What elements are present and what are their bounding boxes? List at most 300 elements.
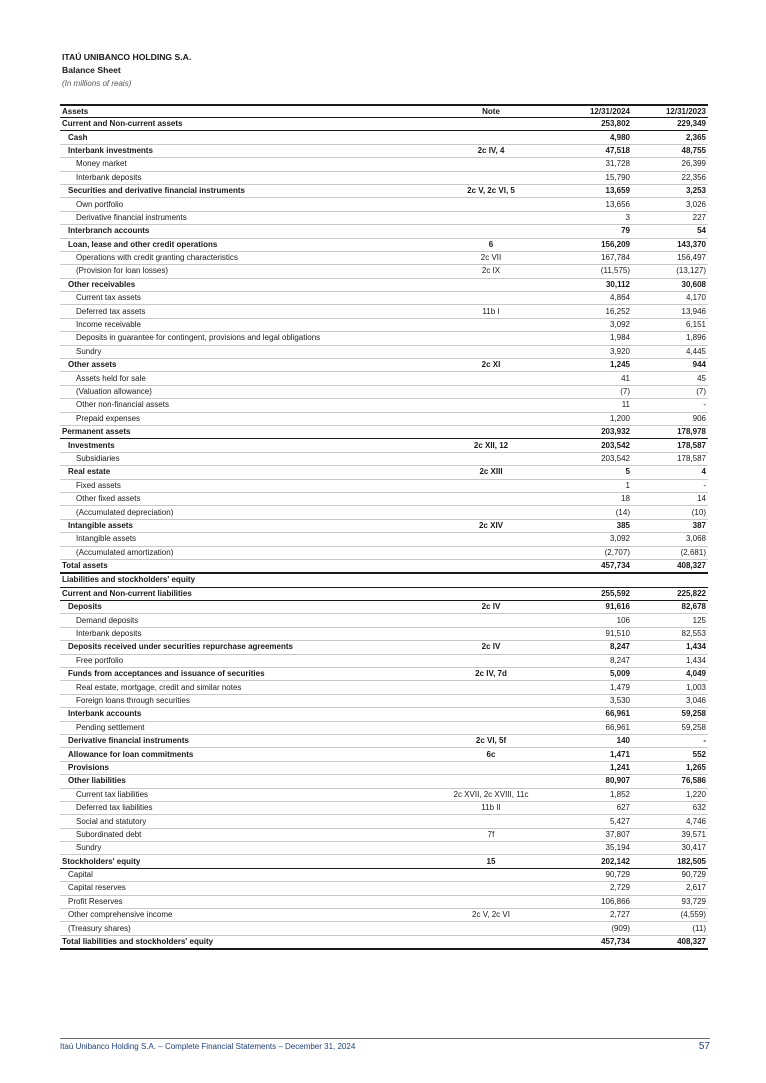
row-value-2024: 167,784 bbox=[550, 251, 632, 264]
table-row bbox=[60, 801, 708, 814]
row-note bbox=[432, 412, 550, 425]
row-value-2023: (2,681) bbox=[632, 546, 708, 559]
row-value-2023: 4,170 bbox=[632, 292, 708, 305]
table-row bbox=[60, 641, 708, 654]
row-label: Total assets bbox=[60, 559, 432, 573]
row-note bbox=[432, 654, 550, 667]
row-value-2024: 457,734 bbox=[550, 935, 632, 949]
row-label: Real estate, mortgage, credit and similar notes bbox=[60, 681, 432, 694]
row-value-2024: 106 bbox=[550, 614, 632, 627]
row-note bbox=[432, 815, 550, 828]
row-note bbox=[432, 546, 550, 559]
row-value-2023: 552 bbox=[632, 748, 708, 761]
row-value-2023: 4 bbox=[632, 466, 708, 479]
row-note bbox=[432, 492, 550, 505]
row-label: Intangible assets bbox=[60, 533, 432, 546]
table-row bbox=[60, 694, 708, 707]
row-note bbox=[432, 452, 550, 465]
footer-text: Itaú Unibanco Holding S.A. – Complete Financial Statements – December 31, 2024 bbox=[60, 1042, 356, 1051]
row-label: Intangible assets bbox=[60, 519, 432, 532]
row-label: Current tax assets bbox=[60, 292, 432, 305]
table-row bbox=[60, 775, 708, 788]
table-row bbox=[60, 614, 708, 627]
row-value-2024: 2,729 bbox=[550, 882, 632, 895]
table-row bbox=[60, 681, 708, 694]
row-note bbox=[432, 627, 550, 640]
table-row bbox=[60, 721, 708, 734]
table-row bbox=[60, 533, 708, 546]
row-value-2024: 8,247 bbox=[550, 641, 632, 654]
row-value-2024: 253,802 bbox=[550, 118, 632, 131]
row-label: Funds from acceptances and issuance of securities bbox=[60, 668, 432, 681]
row-value-2024: 1 bbox=[550, 479, 632, 492]
table-row bbox=[60, 211, 708, 224]
company-name: ITAÚ UNIBANCO HOLDING S.A. bbox=[62, 52, 192, 62]
row-note bbox=[432, 587, 550, 600]
table-row bbox=[60, 506, 708, 519]
row-label: Derivative financial instruments bbox=[60, 211, 432, 224]
row-note bbox=[432, 131, 550, 144]
row-label: Interbank investments bbox=[60, 144, 432, 157]
row-label: Investments bbox=[60, 439, 432, 452]
row-value-2024: 457,734 bbox=[550, 559, 632, 573]
row-value-2023: 156,497 bbox=[632, 251, 708, 264]
row-value-2023: 3,253 bbox=[632, 184, 708, 197]
row-label: Derivative financial instruments bbox=[60, 734, 432, 747]
row-note: 2c XIII bbox=[432, 466, 550, 479]
row-label: Sundry bbox=[60, 842, 432, 855]
row-label: Capital reserves bbox=[60, 882, 432, 895]
row-value-2023: - bbox=[632, 479, 708, 492]
row-value-2023: 76,586 bbox=[632, 775, 708, 788]
row-value-2024: 4,864 bbox=[550, 292, 632, 305]
row-note bbox=[432, 681, 550, 694]
row-value-2023: 90,729 bbox=[632, 868, 708, 881]
row-note bbox=[432, 385, 550, 398]
row-note bbox=[432, 345, 550, 358]
row-value-2023: - bbox=[632, 399, 708, 412]
table-row bbox=[60, 399, 708, 412]
row-value-2024: 91,616 bbox=[550, 601, 632, 614]
row-value-2023: 3,068 bbox=[632, 533, 708, 546]
table-row bbox=[60, 868, 708, 881]
row-value-2023: (11) bbox=[632, 922, 708, 935]
row-value-2023: 178,587 bbox=[632, 452, 708, 465]
row-label: Stockholders' equity bbox=[60, 855, 432, 868]
table-row bbox=[60, 452, 708, 465]
row-label: Current and Non-current assets bbox=[60, 118, 432, 131]
page-number: 57 bbox=[698, 1041, 710, 1052]
row-note bbox=[432, 842, 550, 855]
row-label: Prepaid expenses bbox=[60, 412, 432, 425]
table-body bbox=[60, 118, 708, 950]
row-value-2024: 80,907 bbox=[550, 775, 632, 788]
row-label: Provisions bbox=[60, 761, 432, 774]
row-label: Interbank deposits bbox=[60, 627, 432, 640]
row-value-2024: 3,092 bbox=[550, 533, 632, 546]
row-label: Deposits bbox=[60, 601, 432, 614]
row-note: 2c V, 2c VI bbox=[432, 909, 550, 922]
row-label: (Valuation allowance) bbox=[60, 385, 432, 398]
row-value-2023: 59,258 bbox=[632, 708, 708, 721]
row-note bbox=[432, 708, 550, 721]
row-value-2024: (11,575) bbox=[550, 265, 632, 278]
row-note bbox=[432, 479, 550, 492]
row-value-2023: 178,587 bbox=[632, 439, 708, 452]
row-label: Interbank accounts bbox=[60, 708, 432, 721]
row-note bbox=[432, 721, 550, 734]
row-value-2024: (14) bbox=[550, 506, 632, 519]
row-value-2023: 182,505 bbox=[632, 855, 708, 868]
row-value-2023: 1,434 bbox=[632, 654, 708, 667]
table-row bbox=[60, 144, 708, 157]
row-value-2024: 203,542 bbox=[550, 439, 632, 452]
row-label: Capital bbox=[60, 868, 432, 881]
row-value-2023 bbox=[632, 573, 708, 587]
row-value-2023: 3,026 bbox=[632, 198, 708, 211]
row-value-2024: 4,980 bbox=[550, 131, 632, 144]
row-label: Interbank deposits bbox=[60, 171, 432, 184]
row-note bbox=[432, 614, 550, 627]
row-value-2024: 202,142 bbox=[550, 855, 632, 868]
table-row bbox=[60, 466, 708, 479]
row-value-2023: (10) bbox=[632, 506, 708, 519]
row-note bbox=[432, 573, 550, 587]
row-label: Permanent assets bbox=[60, 425, 432, 438]
row-value-2024: 16,252 bbox=[550, 305, 632, 318]
footer-divider bbox=[60, 1038, 710, 1039]
column-header-label: Assets bbox=[60, 105, 432, 118]
row-value-2024: 627 bbox=[550, 801, 632, 814]
table-row bbox=[60, 131, 708, 144]
row-label: Profit Reserves bbox=[60, 895, 432, 908]
row-note bbox=[432, 868, 550, 881]
row-value-2023: 48,755 bbox=[632, 144, 708, 157]
row-note bbox=[432, 318, 550, 331]
row-value-2023: 1,896 bbox=[632, 332, 708, 345]
table-row bbox=[60, 882, 708, 895]
table-row bbox=[60, 265, 708, 278]
row-label: Current tax liabilities bbox=[60, 788, 432, 801]
row-value-2024: 5,427 bbox=[550, 815, 632, 828]
row-value-2024: 31,728 bbox=[550, 158, 632, 171]
row-value-2024: 1,479 bbox=[550, 681, 632, 694]
table-row bbox=[60, 479, 708, 492]
row-note bbox=[432, 278, 550, 291]
row-value-2024: 91,510 bbox=[550, 627, 632, 640]
row-value-2024: 37,807 bbox=[550, 828, 632, 841]
row-note bbox=[432, 694, 550, 707]
row-value-2023: 59,258 bbox=[632, 721, 708, 734]
row-note: 2c V, 2c VI, 5 bbox=[432, 184, 550, 197]
row-note: 2c XI bbox=[432, 359, 550, 372]
row-note: 11b I bbox=[432, 305, 550, 318]
row-note bbox=[432, 559, 550, 573]
row-value-2024: 1,852 bbox=[550, 788, 632, 801]
table-row bbox=[60, 278, 708, 291]
row-value-2023: 125 bbox=[632, 614, 708, 627]
row-value-2023: 14 bbox=[632, 492, 708, 505]
row-label: Money market bbox=[60, 158, 432, 171]
row-value-2023: 13,946 bbox=[632, 305, 708, 318]
row-label: Deferred tax assets bbox=[60, 305, 432, 318]
row-label: Assets held for sale bbox=[60, 372, 432, 385]
row-value-2023: 4,445 bbox=[632, 345, 708, 358]
table-row bbox=[60, 855, 708, 868]
row-value-2024: 203,542 bbox=[550, 452, 632, 465]
row-value-2024: 385 bbox=[550, 519, 632, 532]
row-label: Total liabilities and stockholders' equity bbox=[60, 935, 432, 949]
row-value-2023: 39,571 bbox=[632, 828, 708, 841]
row-label: Free portfolio bbox=[60, 654, 432, 667]
row-label: Social and statutory bbox=[60, 815, 432, 828]
row-note: 11b II bbox=[432, 801, 550, 814]
table-row bbox=[60, 439, 708, 452]
row-note bbox=[432, 171, 550, 184]
row-label: Other non-financial assets bbox=[60, 399, 432, 412]
row-value-2024 bbox=[550, 573, 632, 587]
table-row bbox=[60, 519, 708, 532]
row-note bbox=[432, 399, 550, 412]
table-row bbox=[60, 385, 708, 398]
row-value-2024: 203,932 bbox=[550, 425, 632, 438]
table-row bbox=[60, 198, 708, 211]
table-row bbox=[60, 601, 708, 614]
row-value-2023: 26,399 bbox=[632, 158, 708, 171]
row-note bbox=[432, 761, 550, 774]
row-value-2023: 82,553 bbox=[632, 627, 708, 640]
row-value-2024: 11 bbox=[550, 399, 632, 412]
row-label: Deposits received under securities repurchase agreements bbox=[60, 641, 432, 654]
row-note bbox=[432, 425, 550, 438]
table-row bbox=[60, 761, 708, 774]
row-note: 2c XVII, 2c XVIII, 11c bbox=[432, 788, 550, 801]
row-note bbox=[432, 292, 550, 305]
row-value-2024: 30,112 bbox=[550, 278, 632, 291]
row-value-2023: 54 bbox=[632, 225, 708, 238]
row-value-2023: 30,417 bbox=[632, 842, 708, 855]
row-value-2024: 18 bbox=[550, 492, 632, 505]
row-label: (Accumulated depreciation) bbox=[60, 506, 432, 519]
document-header bbox=[62, 50, 191, 90]
row-value-2024: 13,659 bbox=[550, 184, 632, 197]
row-value-2023: 387 bbox=[632, 519, 708, 532]
row-note: 2c IV, 4 bbox=[432, 144, 550, 157]
row-value-2023: 93,729 bbox=[632, 895, 708, 908]
row-value-2023: 227 bbox=[632, 211, 708, 224]
column-header-2024: 12/31/2024 bbox=[550, 105, 632, 118]
row-value-2024: 8,247 bbox=[550, 654, 632, 667]
table-row bbox=[60, 788, 708, 801]
row-value-2023: 944 bbox=[632, 359, 708, 372]
table-row bbox=[60, 895, 708, 908]
row-value-2023: 3,046 bbox=[632, 694, 708, 707]
table-row bbox=[60, 573, 708, 587]
row-note bbox=[432, 882, 550, 895]
row-value-2023: 408,327 bbox=[632, 559, 708, 573]
table-row bbox=[60, 251, 708, 264]
row-value-2023: 22,356 bbox=[632, 171, 708, 184]
row-value-2023: (13,127) bbox=[632, 265, 708, 278]
row-note bbox=[432, 935, 550, 949]
row-note bbox=[432, 118, 550, 131]
row-value-2024: 255,592 bbox=[550, 587, 632, 600]
table-row bbox=[60, 305, 708, 318]
row-label: Liabilities and stockholders' equity bbox=[60, 573, 432, 587]
row-value-2024: 35,194 bbox=[550, 842, 632, 855]
row-note: 2c IV, 7d bbox=[432, 668, 550, 681]
row-value-2024: 1,984 bbox=[550, 332, 632, 345]
row-note bbox=[432, 922, 550, 935]
row-value-2023: 45 bbox=[632, 372, 708, 385]
statement-title: Balance Sheet bbox=[62, 65, 121, 75]
row-label: Own portfolio bbox=[60, 198, 432, 211]
row-note: 2c VII bbox=[432, 251, 550, 264]
row-value-2023: 6,151 bbox=[632, 318, 708, 331]
row-label: Sundry bbox=[60, 345, 432, 358]
row-value-2024: 3,920 bbox=[550, 345, 632, 358]
row-note bbox=[432, 158, 550, 171]
row-note: 7f bbox=[432, 828, 550, 841]
row-note: 2c IX bbox=[432, 265, 550, 278]
row-value-2023: 408,327 bbox=[632, 935, 708, 949]
row-note: 2c IV bbox=[432, 601, 550, 614]
row-label: Deferred tax liabilities bbox=[60, 801, 432, 814]
row-note: 6c bbox=[432, 748, 550, 761]
row-value-2023: (7) bbox=[632, 385, 708, 398]
row-value-2023: 178,978 bbox=[632, 425, 708, 438]
row-value-2024: 140 bbox=[550, 734, 632, 747]
row-value-2024: 156,209 bbox=[550, 238, 632, 251]
table-row bbox=[60, 238, 708, 251]
row-value-2024: 66,961 bbox=[550, 721, 632, 734]
table-row bbox=[60, 359, 708, 372]
table-row bbox=[60, 292, 708, 305]
row-value-2024: 15,790 bbox=[550, 171, 632, 184]
table-row bbox=[60, 828, 708, 841]
table-row bbox=[60, 332, 708, 345]
balance-sheet-table bbox=[60, 104, 708, 950]
row-note bbox=[432, 506, 550, 519]
row-note: 15 bbox=[432, 855, 550, 868]
row-label: Loan, lease and other credit operations bbox=[60, 238, 432, 251]
row-value-2024: (909) bbox=[550, 922, 632, 935]
row-value-2024: 1,200 bbox=[550, 412, 632, 425]
row-note bbox=[432, 198, 550, 211]
row-value-2023: 1,265 bbox=[632, 761, 708, 774]
row-note bbox=[432, 211, 550, 224]
row-label: Fixed assets bbox=[60, 479, 432, 492]
row-value-2024: 47,518 bbox=[550, 144, 632, 157]
row-label: Interbranch accounts bbox=[60, 225, 432, 238]
row-label: Other receivables bbox=[60, 278, 432, 291]
row-value-2024: 41 bbox=[550, 372, 632, 385]
row-label: (Treasury shares) bbox=[60, 922, 432, 935]
table-row bbox=[60, 654, 708, 667]
row-value-2024: 1,471 bbox=[550, 748, 632, 761]
row-label: Subordinated debt bbox=[60, 828, 432, 841]
row-value-2023: 632 bbox=[632, 801, 708, 814]
row-value-2024: 5,009 bbox=[550, 668, 632, 681]
row-value-2023: 143,370 bbox=[632, 238, 708, 251]
row-value-2024: 1,241 bbox=[550, 761, 632, 774]
row-value-2024: 2,727 bbox=[550, 909, 632, 922]
row-value-2023: 1,434 bbox=[632, 641, 708, 654]
row-note: 2c IV bbox=[432, 641, 550, 654]
row-note bbox=[432, 533, 550, 546]
table-row bbox=[60, 935, 708, 949]
row-value-2023: 4,049 bbox=[632, 668, 708, 681]
row-note bbox=[432, 225, 550, 238]
table-row bbox=[60, 425, 708, 438]
table-row bbox=[60, 492, 708, 505]
row-note: 2c XIV bbox=[432, 519, 550, 532]
row-label: Real estate bbox=[60, 466, 432, 479]
table-row bbox=[60, 815, 708, 828]
row-value-2023: 2,365 bbox=[632, 131, 708, 144]
row-label: Current and Non-current liabilities bbox=[60, 587, 432, 600]
row-label: Other assets bbox=[60, 359, 432, 372]
row-label: Other liabilities bbox=[60, 775, 432, 788]
row-note bbox=[432, 332, 550, 345]
row-value-2023: 1,220 bbox=[632, 788, 708, 801]
row-note: 2c XII, 12 bbox=[432, 439, 550, 452]
row-value-2023: (4,559) bbox=[632, 909, 708, 922]
row-value-2024: (2,707) bbox=[550, 546, 632, 559]
table-row bbox=[60, 627, 708, 640]
row-note: 2c VI, 5f bbox=[432, 734, 550, 747]
row-label: Deposits in guarantee for contingent, provisions and legal obligations bbox=[60, 332, 432, 345]
row-label: Pending settlement bbox=[60, 721, 432, 734]
table-row bbox=[60, 922, 708, 935]
row-value-2023: 225,822 bbox=[632, 587, 708, 600]
table-row bbox=[60, 171, 708, 184]
row-value-2023: 906 bbox=[632, 412, 708, 425]
column-header-2023: 12/31/2023 bbox=[632, 105, 708, 118]
row-label: Demand deposits bbox=[60, 614, 432, 627]
row-value-2024: 66,961 bbox=[550, 708, 632, 721]
row-label: Securities and derivative financial instruments bbox=[60, 184, 432, 197]
row-value-2024: 106,866 bbox=[550, 895, 632, 908]
row-value-2023: 229,349 bbox=[632, 118, 708, 131]
row-value-2024: 3,092 bbox=[550, 318, 632, 331]
row-note bbox=[432, 372, 550, 385]
table-row bbox=[60, 184, 708, 197]
table-row bbox=[60, 225, 708, 238]
row-label: Cash bbox=[60, 131, 432, 144]
table-row bbox=[60, 708, 708, 721]
row-value-2024: 3,530 bbox=[550, 694, 632, 707]
table-row bbox=[60, 909, 708, 922]
row-value-2023: 82,678 bbox=[632, 601, 708, 614]
row-value-2024: 13,656 bbox=[550, 198, 632, 211]
row-label: Other comprehensive income bbox=[60, 909, 432, 922]
row-value-2023: - bbox=[632, 734, 708, 747]
table-row bbox=[60, 587, 708, 600]
table-row bbox=[60, 668, 708, 681]
row-label: Subsidiaries bbox=[60, 452, 432, 465]
table-row bbox=[60, 372, 708, 385]
row-value-2024: 1,245 bbox=[550, 359, 632, 372]
column-header-note: Note bbox=[432, 105, 550, 118]
row-note bbox=[432, 775, 550, 788]
row-value-2023: 30,608 bbox=[632, 278, 708, 291]
row-value-2024: 90,729 bbox=[550, 868, 632, 881]
row-label: (Provision for loan losses) bbox=[60, 265, 432, 278]
table-row bbox=[60, 118, 708, 131]
row-note bbox=[432, 895, 550, 908]
table-row bbox=[60, 734, 708, 747]
